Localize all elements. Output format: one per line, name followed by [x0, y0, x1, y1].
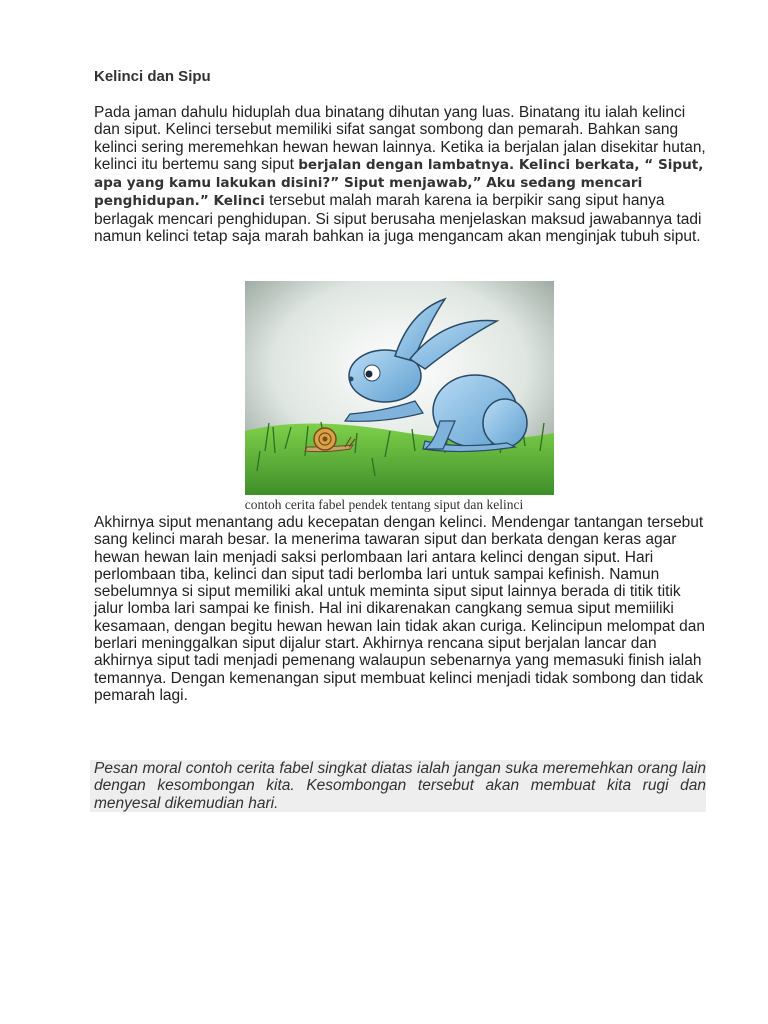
rabbit-snail-illustration — [245, 281, 554, 495]
image-caption: contoh cerita fabel pendek tentang siput dan kelinci — [244, 497, 524, 512]
paragraph-1-part-2-bold: berjalan dengan lambatnya. Kelinci berkata, “ Siput, apa yang kamu lakukan disini?” Siput menjawab,” Aku sedang mencari penghidupan.” Kelinci — [94, 156, 704, 210]
story-paragraph-1 — [94, 104, 706, 245]
moral-box: Pesan moral contoh cerita fabel singkat diatas ialah jangan suka meremehkan orang lain dengan kesombongan kita. Kesombongan tersebut akan membuat kita rugi dan menyesal dikemudian hari. — [90, 760, 706, 812]
story-paragraph-2: Akhirnya siput menantang adu kecepatan dengan kelinci. Mendengar tantangan tersebut sang kelinci marah besar. Ia menerima tawaran siput dan berkata dengan keras agar hewan hewan lain menjadi saksi perlombaan lari antara kelinci dengan siput. Hari perlombaan tiba, kelinci dan siput tadi berlomba lari untuk sampai kefinish. Namun sebelumnya si siput memiliki akal untuk meminta siput siput lainnya berada di titik titik jalur lomba lari sampai ke finish. Hal ini dikarenakan cangkang semua siput memiiliki kesamaan, dengan begitu hewan hewan lain tidak akan curiga. Kelincipun melompat dan berlari meninggalkan siput dijalur start. Akhirnya rencana siput berjalan lancar dan akhirnya siput tadi menjadi pemenang walaupun sebenarnya yang memasuki finish ialah temannya. Dengan kemenangan siput membuat kelinci menjadi tidak sombong dan tidak pemarah lagi. — [94, 514, 705, 704]
paragraph-1-part-1: Pada jaman dahulu hiduplah dua binatang dihutan yang luas. Binatang itu ialah kelinci dan siput. Kelinci tersebut memiliki sifat sangat sombong dan pemarah. Bahkan sang kelinci sering meremehkan hewan hewan lainnya. Ketika ia berjalan jalan disekitar hutan, kelinci itu bertemu sang siput — [94, 104, 706, 173]
paragraph-1-part-3: tersebut malah marah karena ia berpikir sang siput hanya berlagak mencari penghidupan. Si siput berusaha menjelaskan maksud jawabannya tadi namun kelinci tetap saja marah bahkan ia juga mengancam akan menginjak tubuh siput. — [94, 192, 702, 246]
story-title: Kelinci dan Sipu — [94, 68, 211, 85]
